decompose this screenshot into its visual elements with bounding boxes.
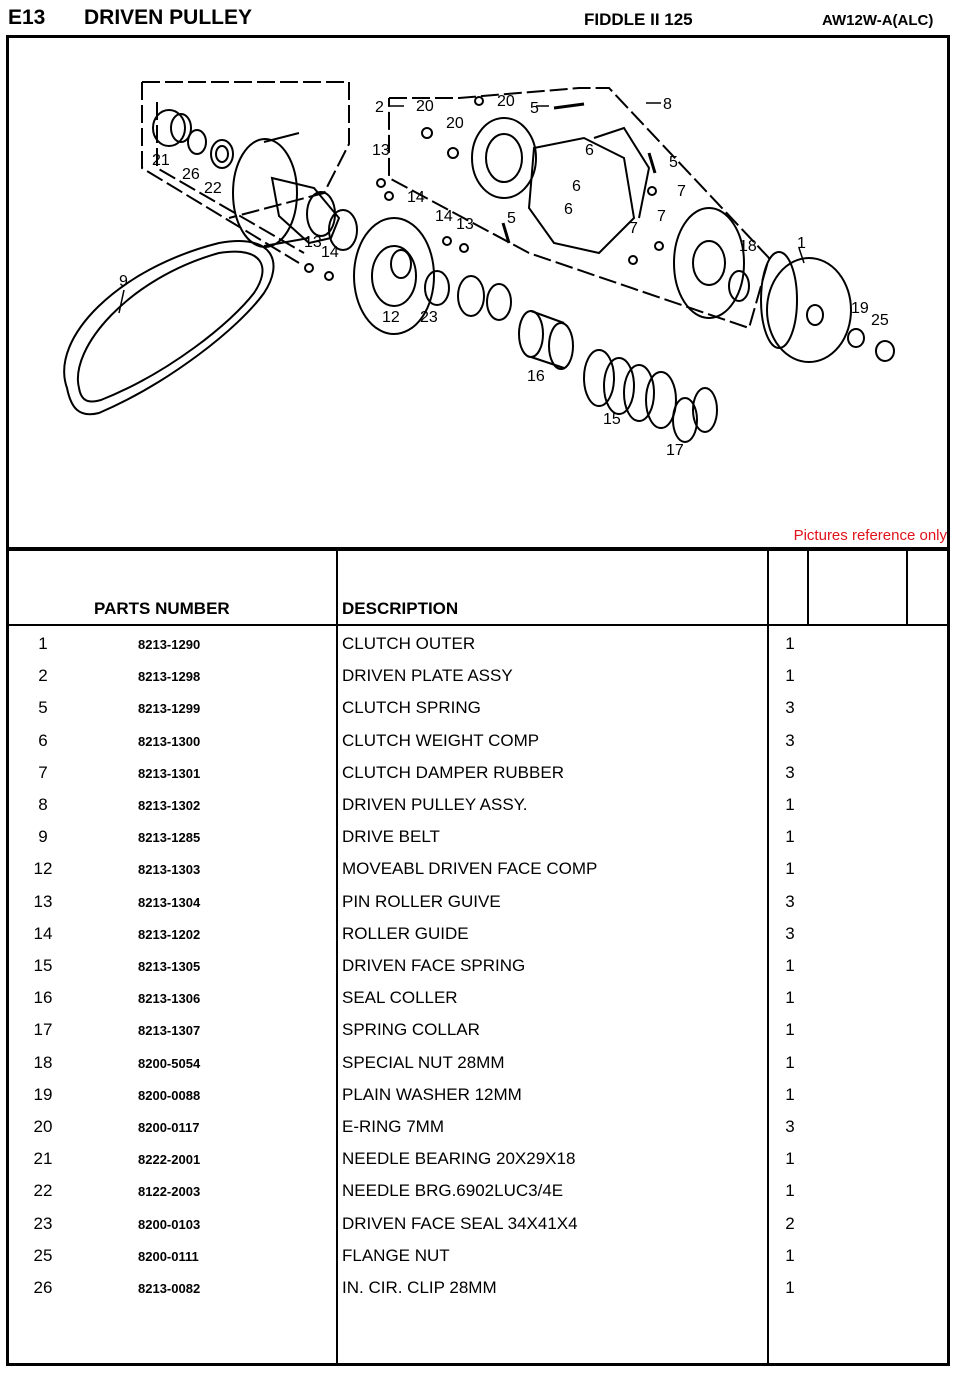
svg-text:17: 17 [666, 442, 684, 459]
part-number: 8200-0103 [138, 1216, 201, 1232]
part-description: PLAIN WASHER 12MM [342, 1084, 522, 1104]
col-header-description: DESCRIPTION [342, 599, 459, 618]
part-quantity: 1 [785, 956, 795, 975]
part-quantity: 3 [785, 923, 795, 943]
svg-text:15: 15 [603, 411, 621, 428]
page-title: DRIVEN PULLEY [84, 6, 253, 29]
svg-text:1: 1 [797, 235, 806, 252]
part-index: 23 [33, 1213, 53, 1233]
part-number: 8200-5054 [138, 1055, 201, 1071]
part-number: 8200-0088 [138, 1087, 201, 1103]
svg-text:5: 5 [530, 100, 539, 117]
part-number: 8200-0117 [138, 1120, 200, 1135]
part-index: 25 [33, 1245, 53, 1265]
svg-text:7: 7 [677, 183, 686, 200]
part-index: 13 [33, 891, 53, 911]
svg-text:5: 5 [507, 210, 516, 227]
part-index: 15 [33, 956, 53, 975]
svg-text:25: 25 [871, 312, 889, 329]
part-index: 22 [33, 1181, 53, 1201]
part-description: ROLLER GUIDE [342, 923, 469, 943]
part-quantity: 1 [785, 827, 795, 847]
part-index: 9 [38, 827, 48, 847]
table-row [6, 1181, 950, 1213]
part-quantity: 1 [785, 1278, 795, 1297]
table-row [6, 795, 950, 827]
table-row [6, 988, 950, 1020]
table-row [6, 698, 950, 730]
part-index: 21 [33, 1149, 53, 1169]
section-code: E13 [8, 6, 46, 29]
part-description: CLUTCH SPRING [342, 698, 481, 718]
part-quantity: 1 [785, 795, 795, 814]
part-number: 8213-1290 [138, 637, 201, 652]
svg-text:16: 16 [527, 368, 545, 385]
part-number: 8122-2003 [138, 1184, 201, 1200]
col-header-parts-number: PARTS NUMBER [94, 599, 230, 618]
table-row [6, 1085, 950, 1117]
model-name: FIDDLE II 125 [584, 10, 693, 29]
part-index: 1 [38, 634, 48, 653]
svg-text:23: 23 [420, 309, 438, 326]
table-row [6, 956, 950, 988]
svg-text:6: 6 [585, 142, 594, 159]
part-index: 5 [38, 698, 48, 718]
svg-text:9: 9 [119, 273, 128, 290]
part-number: 8213-1300 [138, 733, 201, 749]
part-quantity: 1 [785, 988, 795, 1008]
svg-text:8: 8 [663, 96, 672, 113]
model-variant: AW12W-A(ALC) [822, 12, 934, 29]
part-quantity: 1 [785, 1084, 795, 1104]
table-row [6, 1278, 950, 1310]
part-description: PIN ROLLER GUIVE [342, 891, 501, 911]
svg-text:7: 7 [657, 208, 666, 225]
table-row [6, 892, 950, 924]
svg-text:20: 20 [497, 93, 515, 110]
table-header-divider [6, 624, 950, 626]
part-quantity: 3 [785, 730, 795, 750]
svg-text:5: 5 [669, 154, 678, 171]
part-description: DRIVEN PULLEY ASSY. [342, 795, 528, 814]
svg-text:13: 13 [372, 142, 390, 159]
diagram-callouts [119, 93, 889, 459]
part-quantity: 1 [785, 1245, 795, 1265]
svg-text:26: 26 [182, 166, 200, 183]
part-description: E-RING 7MM [342, 1117, 444, 1136]
part-quantity: 1 [785, 1149, 795, 1169]
part-number: 8213-1285 [138, 830, 201, 846]
part-number: 8213-1306 [138, 991, 201, 1007]
exploded-parts-diagram [9, 38, 947, 524]
part-number: 8213-1298 [138, 669, 201, 685]
svg-text:6: 6 [564, 201, 573, 218]
part-description: SPECIAL NUT 28MM [342, 1052, 505, 1072]
table-row [6, 731, 950, 763]
part-number: 8213-1301 [138, 765, 201, 781]
part-index: 2 [38, 666, 48, 686]
part-index: 7 [38, 762, 48, 782]
part-quantity: 3 [785, 891, 795, 911]
picture-reference-note: Pictures reference only [793, 527, 947, 544]
part-quantity: 1 [785, 1052, 795, 1072]
svg-text:22: 22 [204, 180, 222, 197]
table-row [6, 763, 950, 795]
svg-text:2: 2 [375, 99, 384, 116]
part-index: 19 [33, 1084, 53, 1104]
part-index: 20 [33, 1117, 53, 1136]
svg-text:19: 19 [851, 300, 869, 317]
table-row [6, 1020, 950, 1052]
part-quantity: 1 [785, 859, 795, 879]
part-description: NEEDLE BEARING 20X29X18 [342, 1149, 576, 1169]
table-row [6, 859, 950, 891]
part-description: NEEDLE BRG.6902LUC3/4E [342, 1181, 564, 1201]
part-description: DRIVEN PLATE ASSY [342, 666, 513, 686]
table-row [6, 1053, 950, 1085]
part-description: CLUTCH WEIGHT COMP [342, 730, 540, 750]
part-index: 8 [38, 795, 48, 814]
part-quantity: 1 [785, 666, 795, 686]
part-index: 16 [33, 988, 53, 1008]
part-quantity: 1 [785, 1020, 795, 1040]
part-description: CLUTCH DAMPER RUBBER [342, 762, 564, 782]
table-row [6, 666, 950, 698]
part-quantity: 1 [785, 634, 795, 653]
part-quantity: 1 [785, 1181, 795, 1201]
column-divider [906, 551, 908, 624]
part-index: 18 [33, 1052, 53, 1072]
part-number: 8200-0111 [138, 1248, 199, 1264]
table-row [6, 1117, 950, 1149]
part-quantity: 3 [785, 762, 795, 782]
part-number: 8213-1307 [138, 1023, 201, 1039]
table-row [6, 827, 950, 859]
svg-text:20: 20 [446, 115, 464, 132]
part-number: 8213-1299 [138, 701, 201, 717]
part-quantity: 3 [785, 1117, 795, 1136]
part-description: FLANGE NUT [342, 1245, 450, 1265]
part-index: 26 [33, 1278, 53, 1297]
part-index: 6 [38, 730, 48, 750]
part-number: 8213-1303 [138, 862, 201, 878]
part-description: SEAL COLLER [342, 988, 458, 1008]
svg-text:13: 13 [456, 216, 474, 233]
column-divider [807, 551, 809, 624]
part-number: 8222-2001 [138, 1152, 201, 1168]
part-number: 8213-1304 [138, 894, 201, 910]
part-number: 8213-1202 [138, 926, 201, 942]
svg-text:21: 21 [152, 152, 170, 169]
part-number: 8213-1305 [138, 959, 201, 974]
part-description: MOVEABL DRIVEN FACE COMP [342, 859, 598, 879]
table-row [6, 1246, 950, 1278]
svg-text:13: 13 [304, 234, 322, 251]
table-row [6, 924, 950, 956]
part-description: IN. CIR. CLIP 28MM [342, 1278, 497, 1297]
svg-text:14: 14 [407, 189, 425, 206]
part-description: DRIVEN FACE SEAL 34X41X4 [342, 1213, 578, 1233]
part-number: 8213-1302 [138, 798, 201, 813]
part-index: 14 [33, 923, 53, 943]
svg-text:12: 12 [382, 309, 400, 326]
table-row [6, 1149, 950, 1181]
part-number: 8213-0082 [138, 1281, 201, 1296]
part-description: SPRING COLLAR [342, 1020, 480, 1040]
part-description: DRIVEN FACE SPRING [342, 956, 526, 975]
part-description: DRIVE BELT [342, 827, 440, 847]
part-index: 12 [33, 859, 53, 879]
svg-text:14: 14 [321, 244, 339, 261]
table-row [6, 634, 950, 666]
part-index: 17 [33, 1020, 53, 1040]
part-description: CLUTCH OUTER [342, 634, 476, 653]
part-quantity: 2 [785, 1213, 795, 1233]
svg-text:14: 14 [435, 208, 453, 225]
table-row [6, 1214, 950, 1246]
svg-text:7: 7 [629, 220, 638, 237]
svg-text:20: 20 [416, 98, 434, 115]
part-quantity: 3 [785, 698, 795, 718]
svg-text:6: 6 [572, 178, 581, 195]
svg-text:18: 18 [739, 238, 757, 255]
